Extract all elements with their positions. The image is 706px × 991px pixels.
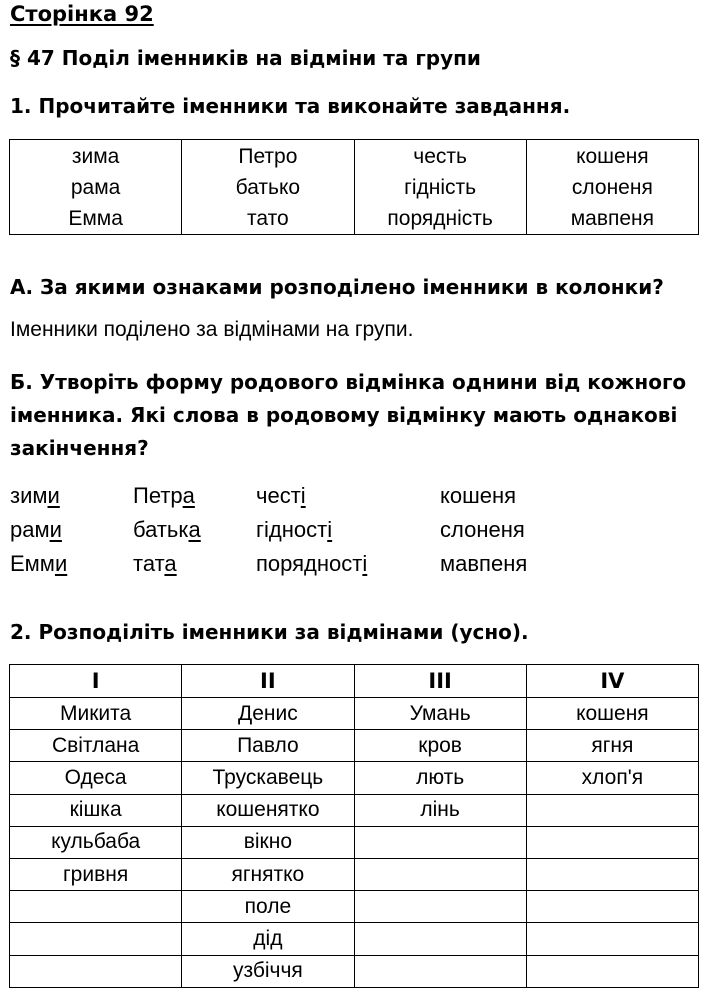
table-cell: Умань	[354, 698, 526, 730]
word-ending: а	[188, 517, 201, 542]
word-ending: и	[54, 551, 68, 576]
genitive-word: батька	[133, 517, 201, 542]
table-row	[10, 730, 699, 762]
table-cell	[526, 826, 698, 858]
table-row	[10, 762, 699, 794]
table-cell	[354, 955, 526, 987]
word-ending: и	[49, 517, 62, 542]
table-cell: вікно	[182, 826, 354, 858]
page-title: Сторінка 92	[10, 2, 154, 26]
table-cell: хлоп'я	[526, 762, 698, 794]
column-header: IV	[526, 665, 698, 698]
declension-table	[9, 664, 699, 988]
table-cell: Одеса	[10, 762, 182, 794]
column-header: II	[182, 665, 354, 698]
table-cell: кошеня	[526, 698, 698, 730]
word: кошеня	[576, 144, 649, 168]
table-cell	[526, 858, 698, 890]
table-cell	[10, 955, 182, 987]
table-cell: Микита	[10, 698, 182, 730]
table-cell: кров	[354, 730, 526, 762]
column-header: I	[10, 665, 182, 698]
word: тато	[247, 206, 289, 230]
word: мавпеня	[570, 206, 655, 230]
answer-a: Іменники поділено за відмінами на групи.	[10, 318, 414, 341]
task2-heading: 2. Розподіліть іменники за відмінами (усно).	[10, 620, 529, 644]
table-cell	[354, 140, 526, 235]
table-row	[10, 891, 699, 923]
genitive-word: зими	[10, 483, 60, 508]
table-row	[10, 794, 699, 826]
word-ending: і	[327, 517, 333, 542]
task1-heading: 1. Прочитайте іменники та виконайте завдання.	[10, 94, 571, 118]
table-row	[10, 955, 699, 987]
table-cell: поле	[182, 891, 354, 923]
table-cell: кульбаба	[10, 826, 182, 858]
table-cell	[354, 891, 526, 923]
table-cell: Світлана	[10, 730, 182, 762]
table-cell: дід	[182, 923, 354, 955]
table-cell: узбіччя	[182, 955, 354, 987]
table-cell	[354, 826, 526, 858]
table-cell	[526, 140, 698, 235]
genitive-word: Емми	[10, 551, 68, 576]
table-row	[10, 923, 699, 955]
column-header: III	[354, 665, 526, 698]
word: рама	[70, 175, 121, 199]
genitive-word: кошеня	[440, 483, 517, 508]
table-cell: Денис	[182, 698, 354, 730]
genitive-word: гідності	[256, 517, 333, 542]
table-row	[10, 826, 699, 858]
word: Петро	[238, 144, 298, 168]
word: батько	[235, 175, 301, 199]
word-ending: і	[362, 551, 368, 576]
table-cell	[10, 140, 182, 235]
table-cell	[182, 140, 354, 235]
table-row	[10, 140, 699, 235]
section-heading: § 47 Поділ іменників на відміни та групи	[10, 46, 481, 70]
table-cell	[526, 923, 698, 955]
word: Емма	[68, 206, 123, 230]
genitive-word: рами	[10, 517, 62, 542]
table-row	[10, 858, 699, 890]
table-cell	[526, 891, 698, 923]
table-cell: кошенятко	[182, 794, 354, 826]
table-row	[10, 698, 699, 730]
genitive-word: честі	[256, 483, 306, 508]
table-cell: лють	[354, 762, 526, 794]
word: порядність	[387, 206, 493, 230]
word: слоненя	[571, 175, 653, 199]
word-ending: и	[47, 483, 60, 508]
genitive-word: мавпеня	[440, 551, 528, 576]
table-cell	[526, 955, 698, 987]
genitive-word: слоненя	[440, 517, 525, 542]
question-b: Б. Утворіть форму родового відмінка однини від кожного іменника. Які слова в родовому відмінку мають однакові закінчення?	[10, 370, 687, 460]
table-cell	[10, 923, 182, 955]
question-a: А. За якими ознаками розподілено іменники в колонки?	[10, 275, 664, 299]
table-cell: Павло	[182, 730, 354, 762]
table-cell: лінь	[354, 794, 526, 826]
table-cell: ягнятко	[182, 858, 354, 890]
task1-word-table	[9, 139, 699, 235]
table-cell: кішка	[10, 794, 182, 826]
table-cell: Трускавець	[182, 762, 354, 794]
table-header-row	[10, 665, 699, 698]
table-cell	[354, 858, 526, 890]
table-cell	[10, 891, 182, 923]
word: гідність	[404, 175, 477, 199]
table-cell	[354, 923, 526, 955]
genitive-word: тата	[133, 551, 177, 576]
word-ending: а	[182, 483, 195, 508]
word-ending: а	[164, 551, 177, 576]
word: честь	[413, 144, 467, 168]
genitive-word: порядності	[256, 551, 368, 576]
word-ending: і	[300, 483, 306, 508]
table-cell: ягня	[526, 730, 698, 762]
table-cell	[526, 794, 698, 826]
word: зима	[71, 144, 120, 168]
table-cell: гривня	[10, 858, 182, 890]
genitive-word: Петра	[133, 483, 195, 508]
